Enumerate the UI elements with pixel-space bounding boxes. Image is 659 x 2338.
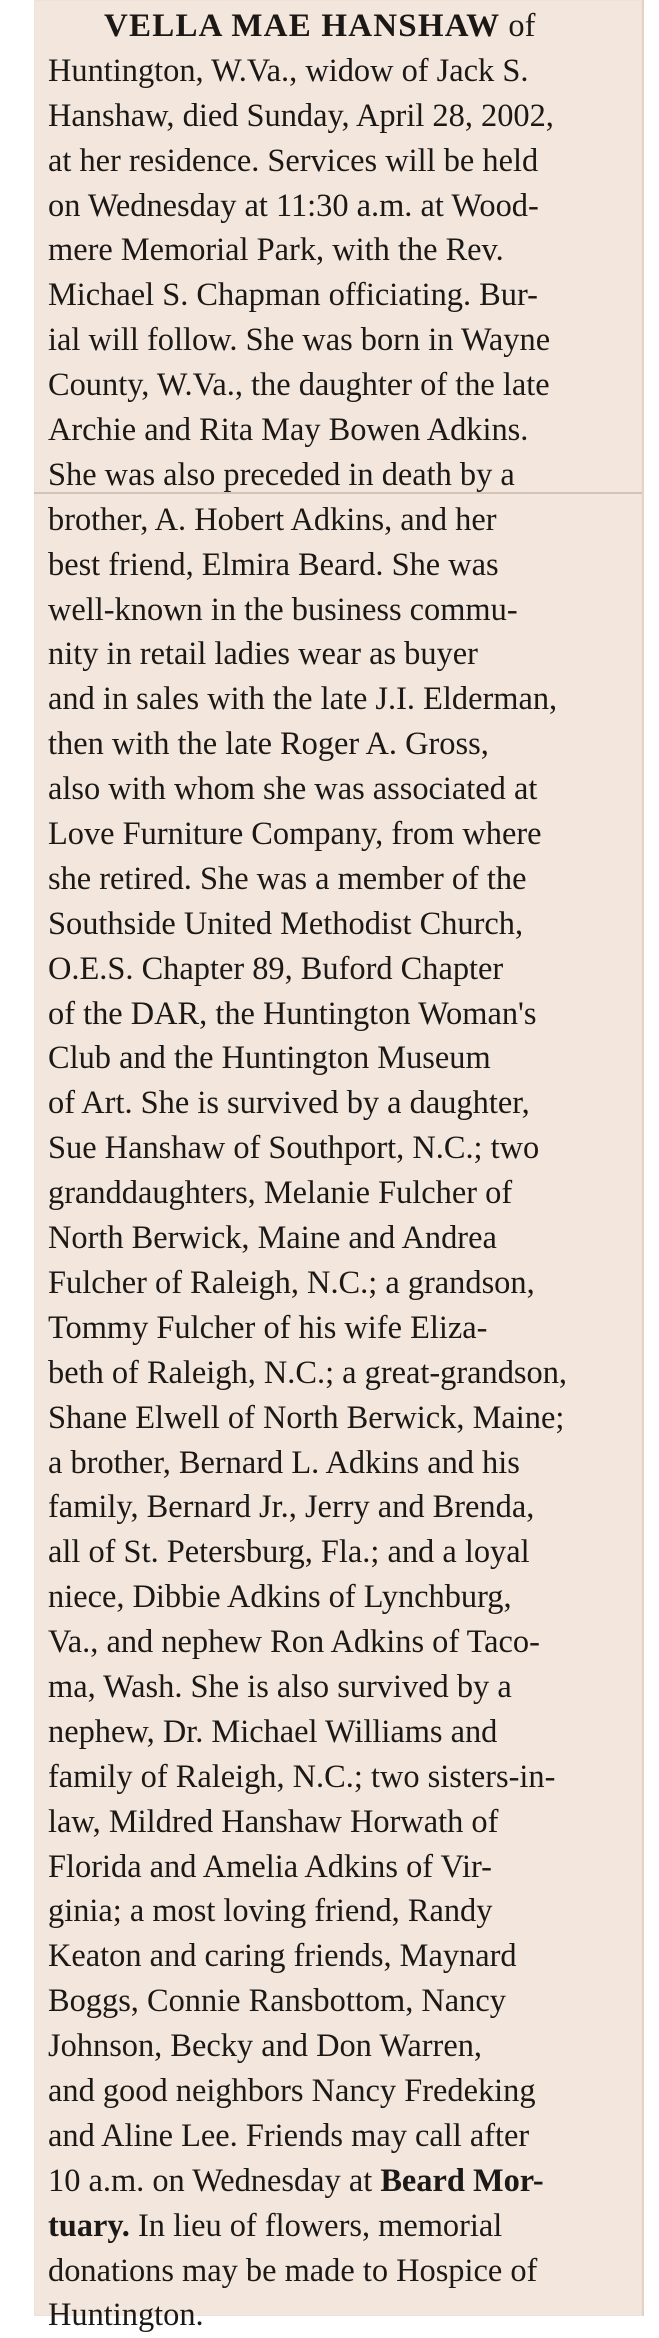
text-line: on Wednesday at 11:30 a.m. at Wood- bbox=[48, 187, 539, 224]
text-line: mere Memorial Park, with the Rev. bbox=[48, 232, 504, 269]
text-line: County, W.Va., the daughter of the late bbox=[48, 367, 550, 404]
text-line: Hanshaw, died Sunday, April 28, 2002, bbox=[48, 97, 554, 134]
text-line: brother, A. Hobert Adkins, and her bbox=[48, 501, 497, 538]
text-line: Florida and Amelia Adkins of Vir- bbox=[48, 1848, 492, 1885]
mortuary-line-2 bbox=[48, 2204, 636, 2249]
text-line: Michael S. Chapman officiating. Bur- bbox=[48, 277, 538, 314]
text-line: a brother, Bernard L. Adkins and his bbox=[48, 1444, 520, 1481]
text-line: ma, Wash. She is also survived by a bbox=[48, 1668, 512, 1705]
text-line: Fulcher of Raleigh, N.C.; a grandson, bbox=[48, 1264, 535, 1301]
text-line: Boggs, Connie Ransbottom, Nancy bbox=[48, 1983, 506, 2020]
text-line: Huntington, W.Va., widow of Jack S. bbox=[48, 52, 529, 89]
text-line: law, Mildred Hanshaw Horwath of bbox=[48, 1803, 499, 1840]
text-line: Va., and nephew Ron Adkins of Taco- bbox=[48, 1624, 540, 1661]
text-line: nephew, Dr. Michael Williams and bbox=[48, 1713, 498, 1750]
text-line: beth of Raleigh, N.C.; a great-grandson, bbox=[48, 1354, 568, 1391]
text-line: at her residence. Services will be held bbox=[48, 142, 539, 179]
text-line: Huntington. bbox=[48, 2297, 204, 2334]
text-line: and in sales with the late J.I. Elderman, bbox=[48, 681, 558, 718]
newspaper-clipping bbox=[34, 0, 644, 2334]
text-line: and good neighbors Nancy Fredeking bbox=[48, 2072, 536, 2109]
text-line: She was also preceded in death by a bbox=[48, 456, 515, 493]
text-line: Tommy Fulcher of his wife Eliza- bbox=[48, 1309, 488, 1346]
text-line: Shane Elwell of North Berwick, Maine; bbox=[48, 1399, 565, 1436]
text-line: family of Raleigh, N.C.; two sisters-in- bbox=[48, 1758, 556, 1795]
text-line: Sue Hanshaw of Southport, N.C.; two bbox=[48, 1130, 540, 1167]
text-line: then with the late Roger A. Gross, bbox=[48, 726, 489, 763]
text-line: Club and the Huntington Museum bbox=[48, 1040, 491, 1077]
text-line: North Berwick, Maine and Andrea bbox=[48, 1220, 497, 1257]
text-line: ial will follow. She was born in Wayne bbox=[48, 322, 551, 359]
text-line: of bbox=[500, 8, 536, 44]
text-line: nity in retail ladies wear as buyer bbox=[48, 636, 478, 673]
text-line: 10 a.m. on Wednesday at bbox=[48, 2162, 381, 2199]
text-line: of the DAR, the Huntington Woman's bbox=[48, 995, 537, 1032]
text-line: of Art. She is survived by a daughter, bbox=[48, 1085, 530, 1122]
deceased-name: VELLA MAE HANSHAW bbox=[104, 8, 501, 44]
text-line: donations may be made to Hospice of bbox=[48, 2252, 538, 2289]
text-line: best friend, Elmira Beard. She was bbox=[48, 546, 499, 583]
text-line: Southside United Methodist Church, bbox=[48, 905, 524, 942]
mortuary-line bbox=[48, 2159, 636, 2204]
text-line: she retired. She was a member of the bbox=[48, 860, 527, 897]
text-line: and Aline Lee. Friends may call after bbox=[48, 2117, 530, 2154]
text-line: niece, Dibbie Adkins of Lynchburg, bbox=[48, 1579, 512, 1616]
text-line: all of St. Petersburg, Fla.; and a loyal bbox=[48, 1534, 530, 1571]
text-line: also with whom she was associated at bbox=[48, 771, 538, 808]
text-line: O.E.S. Chapter 89, Buford Chapter bbox=[48, 950, 504, 987]
text-line: Archie and Rita May Bowen Adkins. bbox=[48, 412, 529, 449]
text-line: granddaughters, Melanie Fulcher of bbox=[48, 1175, 513, 1212]
text-line: Love Furniture Company, from where bbox=[48, 816, 542, 853]
text-line: well-known in the business commu- bbox=[48, 591, 518, 628]
obituary-text bbox=[48, 4, 636, 2338]
text-line: Johnson, Becky and Don Warren, bbox=[48, 2028, 482, 2065]
text-line: ginia; a most loving friend, Randy bbox=[48, 1893, 493, 1930]
text-line: In lieu of flowers, memorial bbox=[129, 2207, 503, 2244]
obituary-first-line bbox=[48, 4, 636, 49]
text-line: Keaton and caring friends, Maynard bbox=[48, 1938, 517, 1975]
mortuary-name-part2: tuary. bbox=[48, 2207, 130, 2244]
mortuary-name-part1: Beard Mor- bbox=[380, 2162, 544, 2199]
text-line: family, Bernard Jr., Jerry and Brenda, bbox=[48, 1489, 535, 1526]
